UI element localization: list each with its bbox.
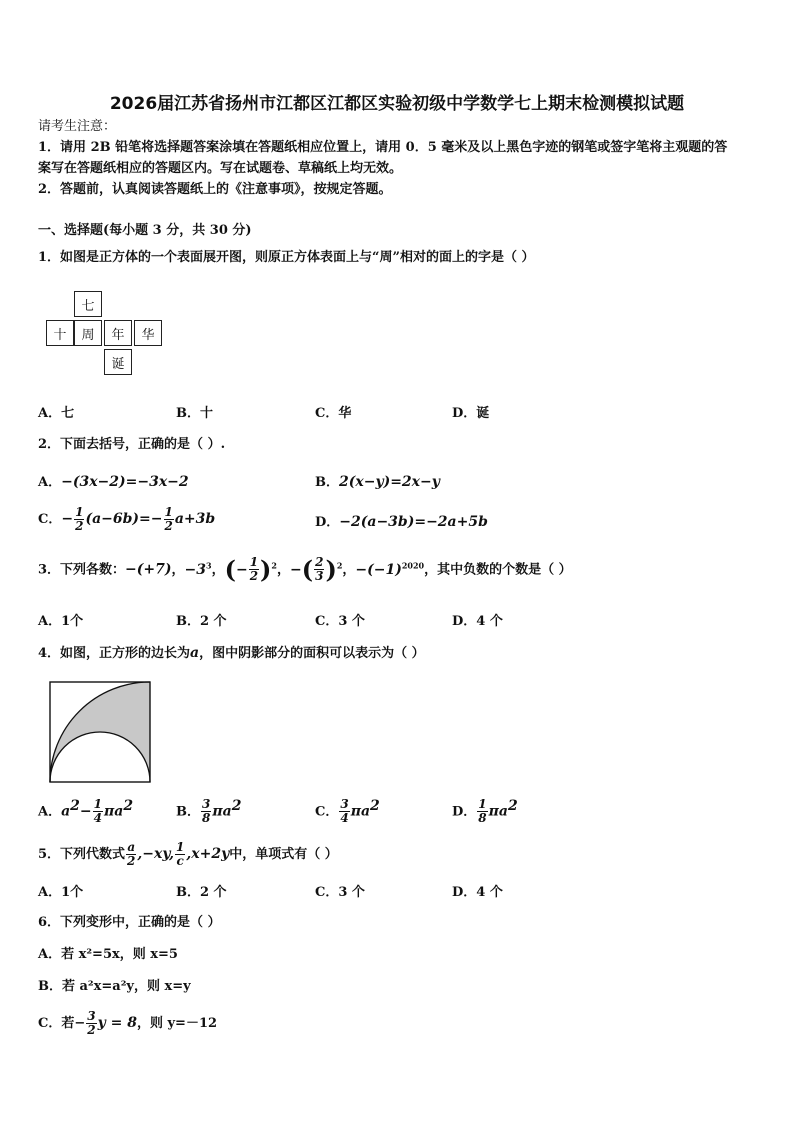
math-expr: a+3b [174,511,216,527]
net-cell-bottom: 诞 [104,349,132,375]
net-cell-top: 七 [74,291,102,317]
math-expr: πa [488,803,508,820]
option-label: D． [315,515,340,530]
q2-option-a [38,473,189,492]
math-expr: a [61,803,71,820]
fraction [126,841,136,868]
notice-item-1: 1．请用 2B 铅笔将选择题答案涂填在答题纸相应位置上，请用 0．5 毫米及以上黑色字迹的钢笔或签字笔将主观题的答 [38,140,728,155]
notice-item-1-cont: 案写在答题纸相应的答题区内。写在试题卷、草稿纸上均无效。 [38,161,403,176]
option-label: A． [38,475,62,490]
exponent: 3 [206,560,212,570]
exponent: 2020 [401,560,425,570]
math-expr: πa [212,803,232,820]
denominator: c [176,854,184,868]
stem-text: ，图中阴影部分的面积可以表示为（ ） [199,646,425,661]
option-label: B． [315,475,339,490]
q3-option-b: B．2 个 [176,614,227,629]
fraction [175,841,185,868]
net-cell-left: 十 [46,320,74,346]
math-expr: −2(a−3b)=−2a+5b [339,514,488,530]
fraction [477,798,487,825]
numerator: a [127,840,136,854]
net-cell-r1: 年 [104,320,132,346]
math-expr: πa [350,803,371,820]
q1-option-d: D．诞 [452,406,490,421]
stem-text: 5．下列代数式 [38,847,126,862]
question-3-stem: 3．下列各数：−(+7)，$-3^3$，(− $\frac{1}{2}$ )$^2$，−( $\frac{2}{3}$ )$^2$，$-(-1)^{2020}$，其中负数的个数是（ ） [38,554,572,584]
notice-heading: 请考生注意： [38,119,117,134]
numerator: 3 [87,1009,96,1023]
stem-text: ，其中负数的个数是（ ） [424,562,572,578]
q4-option-b [176,797,241,825]
stem-text: 4．如图，正方形的边长为 [38,646,191,661]
q5-option-a: A．1个 [38,885,84,900]
number-3: (− $\frac{1}{2}$ )$^2$ [224,554,277,584]
denominator: 2 [249,569,259,584]
q1-option-b: B．十 [176,406,213,421]
exponent: 2 [271,560,277,570]
question-5-stem [38,841,338,868]
q5-option-b: B．2 个 [176,885,227,900]
q1-option-a: A．七 [38,406,75,421]
question-4-stem [38,644,425,663]
question-6-stem: 6．下列变形中，正确的是（ ） [38,915,221,930]
math-sign: − [235,561,248,578]
denominator: 8 [202,811,211,826]
q6-option-c [38,1010,217,1037]
q4-option-d [452,797,518,825]
exponent: 2 [70,798,80,814]
math-sign: − [290,561,302,578]
q2-option-b [315,473,440,492]
math-expr: ,x+2y [186,846,230,862]
option-label: C． [38,512,62,527]
numerator: 1 [478,797,487,812]
question-1-stem: 1．如图是正方体的一个表面展开图，则原正方体表面上与“周”相对的面上的字是（ ） [38,250,535,265]
denominator: 2 [127,854,136,868]
q6-option-b: B．若 a²x=a²y，则 x=y [38,979,191,994]
fraction [314,556,324,583]
numerator: 3 [340,797,349,812]
option-label: A． [38,804,62,820]
net-cell-mid: 周 [74,320,102,346]
fraction [86,1010,96,1037]
denominator: 2 [75,519,84,533]
q4-option-c [315,797,380,825]
number-2 [185,562,212,578]
number-4: −( $\frac{2}{3}$ )$^2$ [290,554,343,584]
fraction [74,506,84,533]
number-5 [355,562,424,578]
fraction [93,798,103,825]
option-label: B． [176,804,200,820]
exponent: 2 [336,560,343,570]
fraction [339,798,349,825]
math-expr: ,−xy, [137,846,175,862]
variable: a [190,645,200,661]
notice-item-2: 2．答题前，认真阅读答题纸上的《注意事项》，按规定答题。 [38,182,392,197]
numerator: 1 [164,505,173,519]
question-2-stem: 2．下面去括号，正确的是（ ）. [38,437,226,452]
math-expr: (a−6b)=− [85,511,163,527]
math-expr: y = 8 [97,1015,137,1031]
numerator: 3 [202,797,211,812]
exponent: 2 [507,798,518,814]
base: −3 [184,561,206,578]
denominator: 2 [87,1023,96,1037]
number-1: −(+7) [125,561,172,578]
exponent: 2 [370,798,380,814]
stem-text: ，则 y=－12 [136,1016,218,1031]
net-cell-r2: 华 [134,320,162,346]
exponent: 2 [231,798,242,814]
q3-option-c: C．3 个 [315,614,365,629]
q5-option-d: D．4 个 [452,885,503,900]
numerator: 1 [249,555,259,570]
base: −(−1) [355,561,402,578]
stem-text: 中，单项式有（ ） [229,847,338,862]
q2-option-c [38,506,215,533]
stem-text: 3．下列各数： [38,562,126,578]
q3-option-a: A．1个 [38,614,84,629]
fraction [249,556,259,583]
q3-option-d: D．4 个 [452,614,503,629]
stem-text: C．若− [38,1016,86,1031]
q5-option-c: C．3 个 [315,885,365,900]
denominator: 4 [340,811,349,826]
math-sign: − [79,803,92,820]
option-label: C． [315,804,339,820]
exponent: 2 [123,798,134,814]
fraction [201,798,211,825]
option-label: D． [452,804,477,820]
fraction [164,506,174,533]
denominator: 8 [478,811,487,826]
denominator: 3 [315,569,324,584]
section-heading: 一、选择题(每小题 3 分，共 30 分) [38,223,252,238]
square-shaded-figure [49,681,151,783]
page-title: 2026届江苏省扬州市江都区江都区实验初级中学数学七上期末检测模拟试题 [109,94,685,114]
math-sign: − [61,511,74,527]
numerator: 2 [315,555,324,570]
q4-option-a [38,797,133,825]
denominator: 4 [93,811,103,826]
q1-option-c: C．华 [315,406,352,421]
numerator: 1 [176,840,185,854]
numerator: 1 [93,797,103,812]
q6-option-a: A．若 x²=5x，则 x=5 [38,947,178,962]
numerator: 1 [75,505,84,519]
q2-option-d [315,513,488,532]
math-expr: 2(x−y)=2x−y [339,474,440,490]
math-expr: πa [104,803,124,820]
math-expr: −(3x−2)=−3x−2 [61,474,189,490]
denominator: 2 [164,519,173,533]
